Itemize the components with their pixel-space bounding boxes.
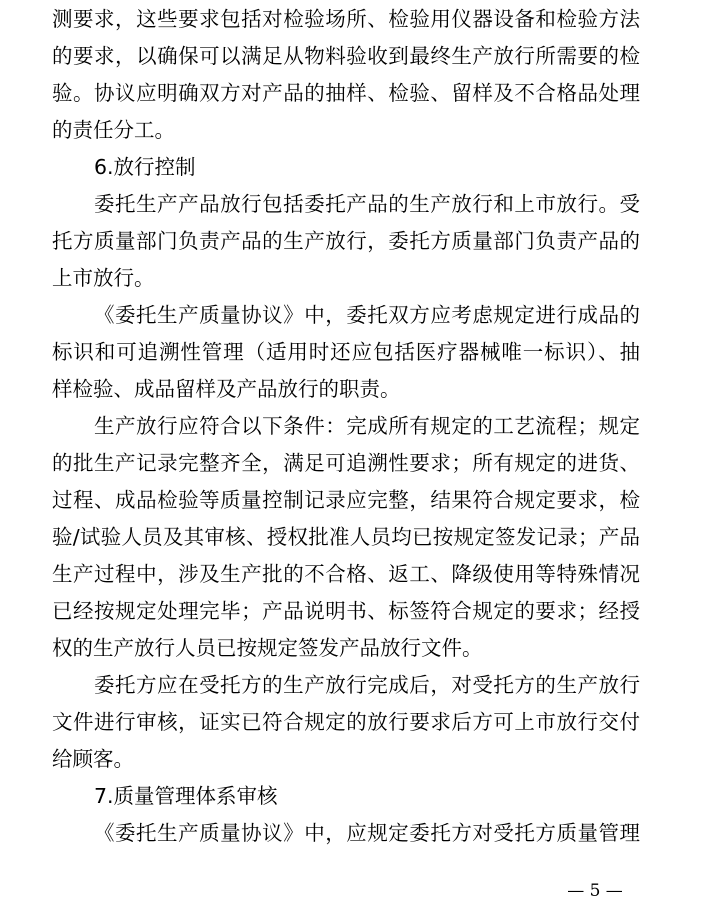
body-text-line: 文件进行审核，证实已符合规定的放行要求后方可上市放行交付 <box>52 710 640 734</box>
body-text-line: 委托方应在受托方的生产放行完成后，对受托方的生产放行 <box>94 673 640 697</box>
body-text-line: 的责任分工。 <box>52 118 175 142</box>
body-text-line: 标识和可追溯性管理（适用时还应包括医疗器械唯一标识）、抽 <box>52 340 640 364</box>
page-number: — 5 — <box>567 881 623 901</box>
body-text-line: 委托生产产品放行包括委托产品的生产放行和上市放行。受 <box>94 192 640 216</box>
body-text-line: 的要求，以确保可以满足从物料验收到最终生产放行所需要的检 <box>52 44 640 68</box>
body-text-line: 验。协议应明确双方对产品的抽样、检验、留样及不合格品处理 <box>52 81 640 105</box>
body-text-line: 测要求，这些要求包括对检验场所、检验用仪器设备和检验方法 <box>52 7 640 31</box>
body-text-line: 给顾客。 <box>52 747 134 771</box>
body-text-line: 过程、成品检验等质量控制记录应完整，结果符合规定要求，检 <box>52 488 640 512</box>
section-heading-release-control: 6.放行控制 <box>94 155 196 179</box>
body-text-line: 生产放行应符合以下条件：完成所有规定的工艺流程；规定 <box>94 414 640 438</box>
body-text-line: 的批生产记录完整齐全，满足可追溯性要求；所有规定的进货、 <box>52 451 640 475</box>
body-text-line: 权的生产放行人员已按规定签发产品放行文件。 <box>52 636 483 660</box>
body-text-line: 验/试验人员及其审核、授权批准人员均已按规定签发记录；产品 <box>52 525 640 549</box>
body-text-line: 《委托生产质量协议》中，委托双方应考虑规定进行成品的 <box>94 303 640 327</box>
body-text-line: 《委托生产质量协议》中，应规定委托方对受托方质量管理 <box>94 821 640 845</box>
body-text-line: 生产过程中，涉及生产批的不合格、返工、降级使用等特殊情况 <box>52 562 640 586</box>
body-text-line: 样检验、成品留样及产品放行的职责。 <box>52 377 401 401</box>
body-text-line: 上市放行。 <box>52 266 155 290</box>
section-heading-qms-audit: 7.质量管理体系审核 <box>94 784 278 808</box>
body-text-line: 已经按规定处理完毕；产品说明书、标签符合规定的要求；经授 <box>52 599 640 623</box>
body-text-line: 托方质量部门负责产品的生产放行，委托方质量部门负责产品的 <box>52 229 640 253</box>
